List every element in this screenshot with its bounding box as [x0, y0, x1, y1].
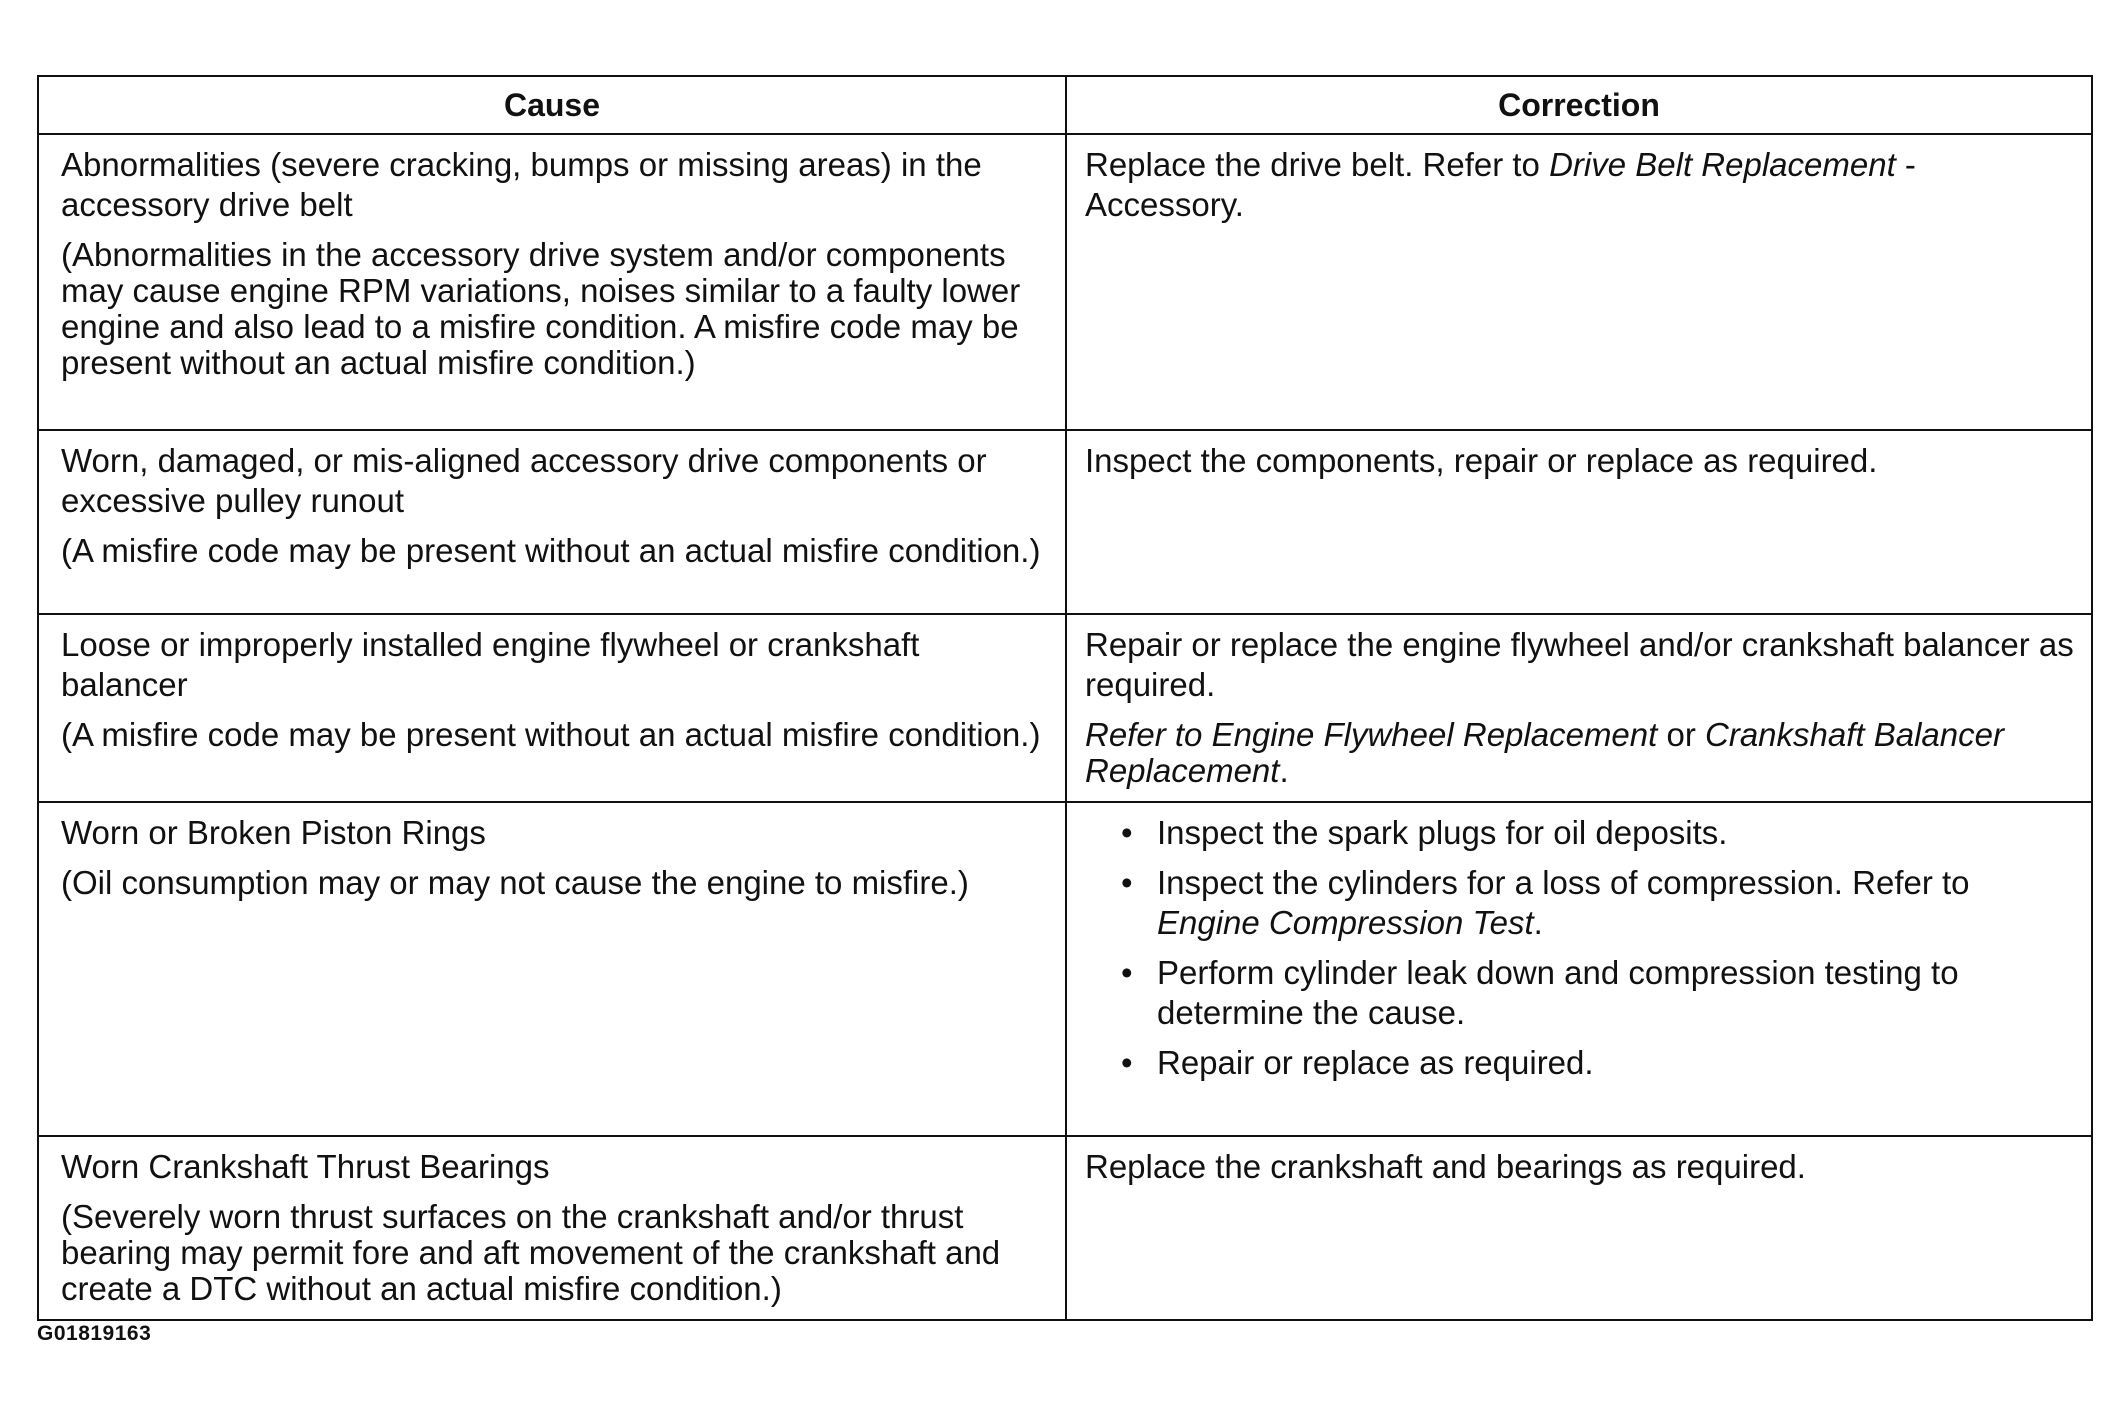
correction-cell [1066, 1136, 2092, 1320]
correction-tail: - Accessory. [1085, 146, 1916, 223]
cause-text: Loose or improperly installed engine flywheel or crankshaft balancer [61, 626, 920, 703]
table-row [38, 802, 2092, 1136]
cause-text: Abnormalities (severe cracking, bumps or missing areas) in the accessory drive belt [61, 146, 982, 223]
correction-column-header: Correction [1066, 76, 2092, 134]
correction-text [1085, 145, 2077, 225]
bullet-text: Inspect the cylinders for a loss of compression. Refer to [1157, 864, 1970, 901]
figure-id: G01819163 [37, 1322, 152, 1345]
diagnostic-table [37, 75, 2093, 1321]
reference-link: Engine Compression Test [1157, 904, 1534, 941]
reference-link: Drive Belt Replacement [1549, 146, 1896, 183]
correction-cell [1066, 802, 2092, 1136]
correction-cell [1066, 430, 2092, 614]
correction-bullet-list [1085, 813, 2077, 1083]
cause-cell [38, 614, 1066, 802]
table-row [38, 1136, 2092, 1320]
cause-text: Worn or Broken Piston Rings [61, 814, 486, 851]
bullet-item: • Inspect the spark plugs for oil deposits. [1157, 813, 2077, 853]
correction-lead: Replace the drive belt. Refer to [1085, 146, 1550, 183]
table-row [38, 134, 2092, 430]
cause-note: (A misfire code may be present without an actual misfire condition.) [61, 716, 1041, 753]
table-row [38, 430, 2092, 614]
correction-cell [1066, 134, 2092, 430]
correction-tail: . [1279, 752, 1289, 789]
bullet-item: • Perform cylinder leak down and compression testing to determine the cause. [1157, 953, 2077, 1033]
cause-cell [38, 430, 1066, 614]
header-row [38, 76, 2092, 134]
table-row [38, 614, 2092, 802]
correction-text: Replace the crankshaft and bearings as required. [1085, 1148, 1806, 1185]
cause-note: (A misfire code may be present without an actual misfire condition.) [61, 532, 1041, 569]
cause-cell [38, 134, 1066, 430]
bullet-item: • Repair or replace as required. [1157, 1043, 2077, 1083]
bullet-tail: . [1533, 904, 1543, 941]
correction-mid: or [1657, 716, 1705, 753]
cause-note: (Abnormalities in the accessory drive system and/or components may cause engine RPM variations, noises similar to a faulty lower engine and also lead to a misfire condition. A misfire code may be present without an actual misfire condition.) [61, 236, 1021, 381]
correction-text: Inspect the components, repair or replace as required. [1085, 442, 1878, 479]
cause-note: (Severely worn thrust surfaces on the crankshaft and/or thrust bearing may permit fore and aft movement of the crankshaft and create a DTC without an actual misfire condition.) [61, 1198, 1001, 1307]
correction-cell [1066, 614, 2092, 802]
cause-cell [38, 1136, 1066, 1320]
cause-column-header: Cause [38, 76, 1066, 134]
bullet-item [1157, 863, 2077, 943]
cause-cell [38, 802, 1066, 1136]
correction-lead: Refer to [1085, 716, 1212, 753]
reference-link: Engine Flywheel Replacement [1211, 716, 1658, 753]
cause-note: (Oil consumption may or may not cause the engine to misfire.) [61, 864, 969, 901]
cause-text: Worn Crankshaft Thrust Bearings [61, 1148, 550, 1185]
correction-text: Repair or replace the engine flywheel and/or crankshaft balancer as required. [1085, 626, 2074, 703]
cause-text: Worn, damaged, or mis-aligned accessory drive components or excessive pulley runout [61, 442, 987, 519]
reference-link: Crankshaft Balancer Replacement [1085, 716, 2004, 789]
correction-reference [1085, 717, 2077, 789]
